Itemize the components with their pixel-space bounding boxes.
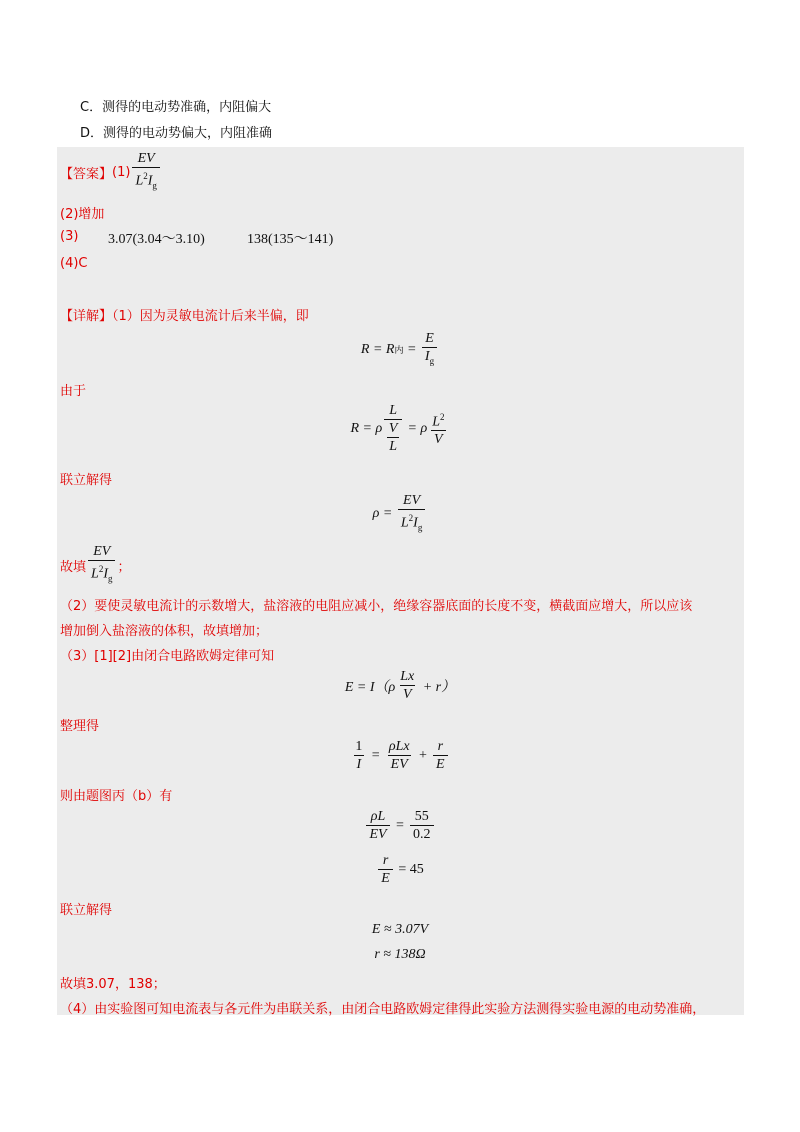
answer-part4: (4)C (60, 256, 88, 271)
fill-3: 故填3.07，138； (60, 977, 166, 992)
equation-6: $\frac{\rho L}{EV}$ = $\frac{55}{0.2}$ (0, 808, 800, 843)
answer-p1-label: (1) (112, 164, 131, 180)
tidy-label: 整理得 (60, 719, 100, 734)
equation-4: E = I（ρ $\frac{Lx}{V}$ + r） (344, 669, 456, 702)
equation-8: E ≈ 3.07V (371, 922, 429, 937)
equation-3: ρ = $\frac{EV}{L^2I_g}$ (0, 492, 800, 536)
from-figure-label: 则由题图丙（b）有 (60, 789, 173, 804)
part-3-intro: （3）[1][2]由闭合电路欧姆定律可知 (60, 649, 275, 664)
answer-p1-formula: $\frac{EV}{L^2I_g}$ (130, 150, 161, 194)
part-4: （4）由实验图可知电流表与各元件为串联关系，由闭合电路欧姆定律得此实验方法测得实验电源的电动势准确， (60, 1002, 706, 1017)
answer-part3: (3) 3.07(3.04～3.10) 138(135～141) (60, 229, 334, 247)
equation-2: R = ρ L V L = ρ $\frac{L^2}{V}$ (350, 403, 445, 454)
equation-7: $\frac{r}{E}$ = 45 (0, 852, 800, 887)
option-d: D．测得的电动势偏大，内阻准确 (80, 126, 273, 141)
since-label: 由于 (60, 384, 87, 399)
equation-9: r ≈ 138Ω (374, 947, 426, 962)
answer-part1 (60, 150, 162, 194)
option-c: C．测得的电动势准确，内阻偏大 (80, 100, 272, 115)
equation-1: R = R 内 = $\frac{E}{I_g}$ (0, 330, 800, 370)
equation-5: $\frac{1}{I}$ = $\frac{\text{ρLx}}{EV}$ + $\frac{r}{E}$ (0, 738, 800, 773)
part-2-line-2: 增加倒入盐溶液的体积，故填增加； (60, 624, 269, 639)
solve-label-2: 联立解得 (60, 903, 113, 918)
answer-part2: (2)增加 (60, 207, 105, 222)
part-2-line-1: （2）要使灵敏电流计的示数增大，盐溶液的电阻应减小，绝缘容器底面的长度不变，横截面应增大，所以应该 (60, 599, 693, 614)
fill-1: 故填 $\frac{EV}{L^2I_g}$ ； (60, 543, 131, 587)
detail-intro: 【详解】（1）因为灵敏电流计后来半偏，即 (60, 309, 309, 324)
solve-label-1: 联立解得 (60, 473, 113, 488)
answer-tag: 【答案】 (60, 166, 113, 182)
